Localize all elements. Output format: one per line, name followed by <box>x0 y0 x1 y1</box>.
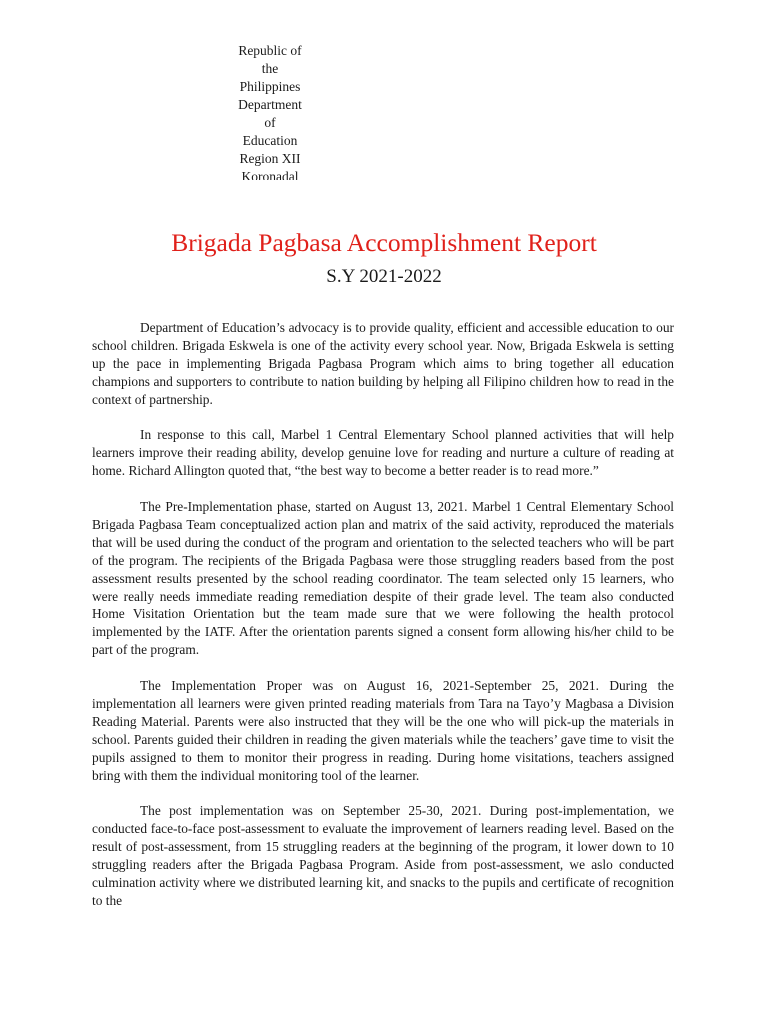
letterhead-line: Department <box>238 97 302 112</box>
paragraph-implementation: The Implementation Proper was on August 16, 2021-September 25, 2021. During the implementation all learners were given printed reading materials from Tara na Tayo’y Magbasa a Division Reading Material. Parents were also instructed that they will be the one who will pick-up the materials in school. Parents guided their children in reading the given materials while the teachers’ gave time to visit the pupils assigned to them to monitor their progress in reading. During home visitations, teachers assigned bring with them the individual monitoring tool of the learner. <box>92 678 674 783</box>
paragraph-advocacy: Department of Education’s advocacy is to provide quality, efficient and accessible education to our school children. Brigada Eskwela is one of the activity every school year. Now, Brigada Eskwela is setting up the pace in implementing Brigada Pagbasa Program which aims to bring together all education champions and supporters to contribute to nation building by helping all Filipino children how to read in the context of partnership. <box>92 320 674 407</box>
letterhead-line: Philippines <box>239 79 301 94</box>
paragraph-response: In response to this call, Marbel 1 Central Elementary School planned activities that will help learners improve their reading ability, develop genuine love for reading and nurture a culture of reading at home. Richard Allington quoted that, “the best way to become a better reader is to read more.” <box>92 427 674 479</box>
school-year-subtitle: S.Y 2021-2022 <box>326 266 442 287</box>
paragraph-post-implementation: The post implementation was on September 25-30, 2021. During post-implementation, we conducted face-to-face post-assessment to evaluate the improvement of learners reading level. Based on the result of post-assessment, from 15 struggling readers at the beginning of the program, it lower down to 10 struggling readers after the Brigada Pagbasa Program. Aside from post-assessment, we aslo conducted culmination activity where we distributed learning kit, and snacks to the pupils and certificate of recognition to the <box>92 803 674 908</box>
paragraph-pre-implementation: The Pre-Implementation phase, started on August 13, 2021. Marbel 1 Central Elementary School Brigada Pagbasa Team conceptualized action plan and matrix of the said activity, reproduced the materials that will be used during the conduct of the program and orientation to the selected teachers who will be part of the program. The recipients of the Brigada Pagbasa were those struggling readers based from the post assessment results presented by the school reading coordinator. The team selected only 15 learners, who were really needs immediate reading remediation despite of their grade level. The team also conducted Home Visitation Orientation but the team made sure that we were following the health protocol implemented by the IATF. After the orientation parents signed a consent form allowing his/her child to be part of the program. <box>92 499 674 658</box>
report-title: Brigada Pagbasa Accomplishment Report <box>171 228 597 257</box>
letterhead-text-box <box>225 42 315 180</box>
letterhead-line: Education <box>242 133 298 148</box>
letterhead-line: of <box>264 115 276 130</box>
letterhead-line: Region XII <box>239 151 301 166</box>
report-body <box>92 319 674 928</box>
letterhead-line: Koronadal <box>241 169 299 180</box>
letterhead-line: Republic of <box>238 43 302 58</box>
letterhead-line: the <box>261 61 279 76</box>
